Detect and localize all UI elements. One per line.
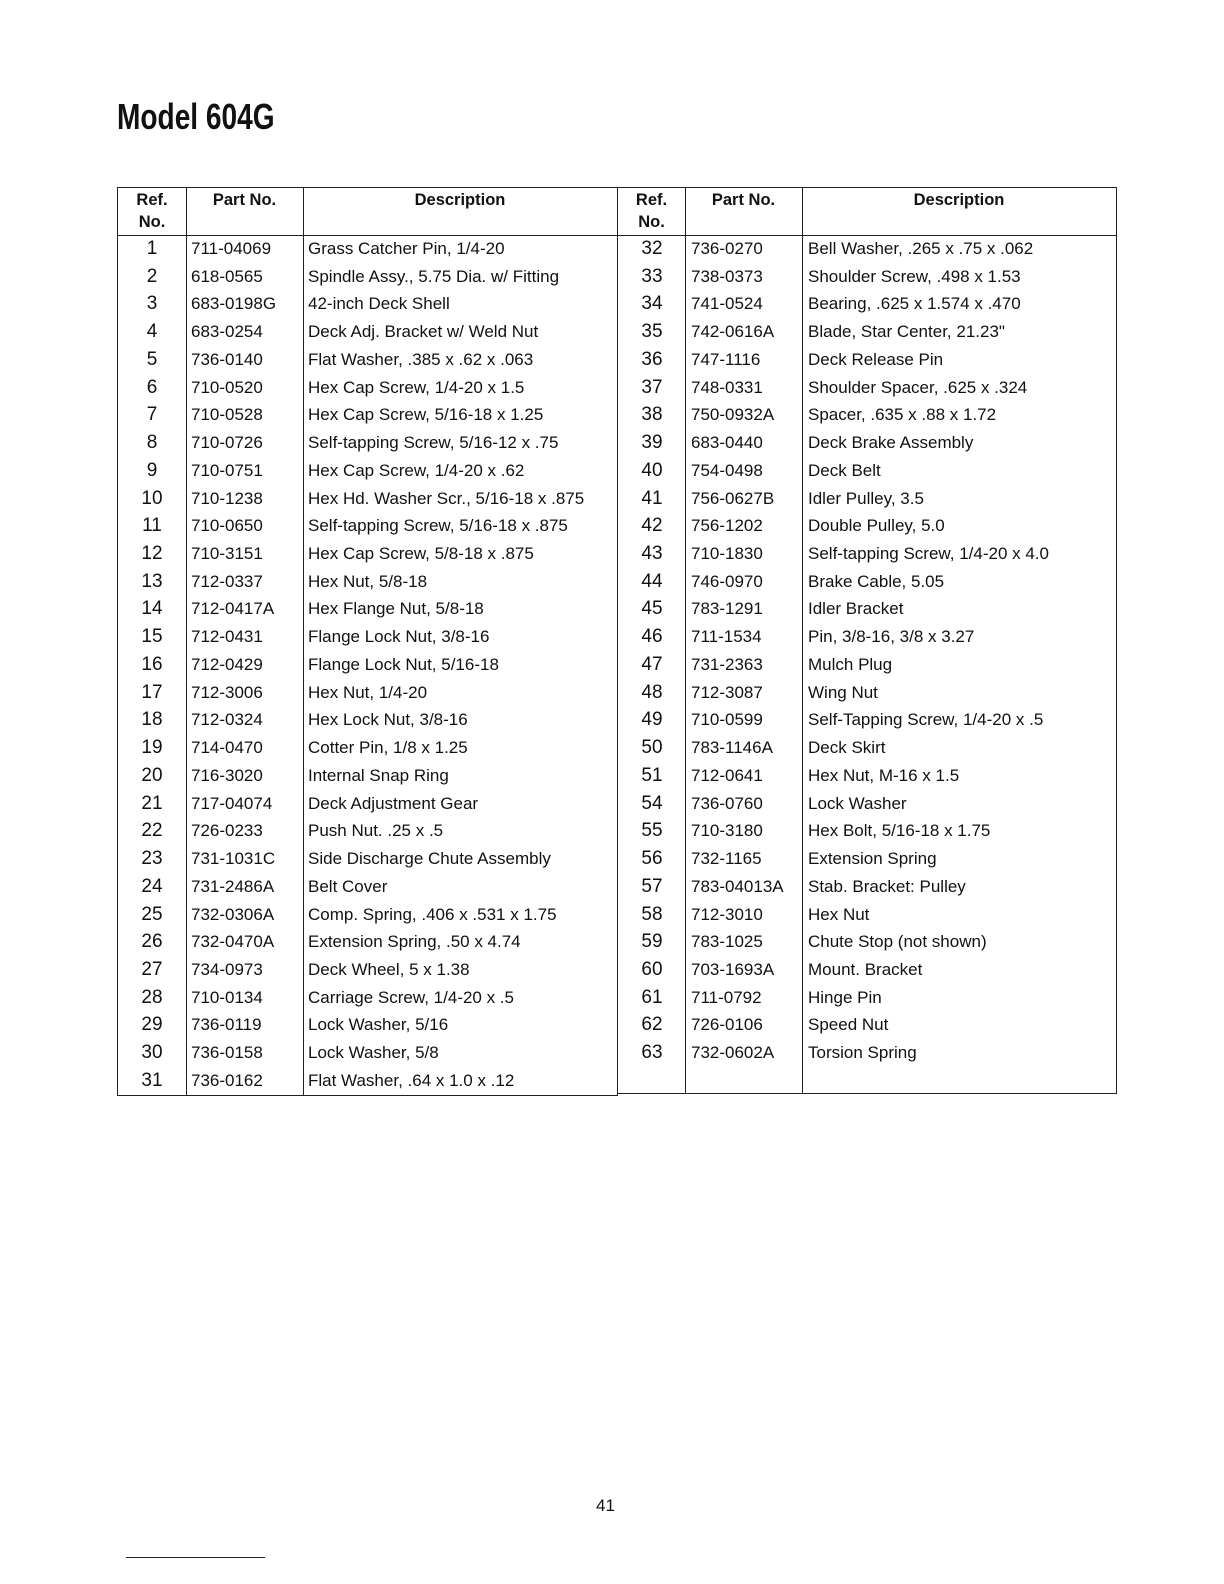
description: Deck Skirt bbox=[808, 738, 886, 758]
table-row bbox=[618, 457, 1116, 485]
part-no: 748-0331 bbox=[691, 377, 763, 397]
ref-no: 4 bbox=[146, 321, 158, 343]
part-no: 711-0792 bbox=[691, 987, 762, 1007]
ref-no: 9 bbox=[146, 459, 158, 481]
table-row bbox=[618, 263, 1116, 291]
ref-no: 5 bbox=[146, 348, 158, 370]
ref-no: 26 bbox=[141, 931, 163, 953]
description: Comp. Spring, .406 x .531 x 1.75 bbox=[308, 904, 557, 924]
header-ref-no bbox=[118, 189, 186, 233]
ref-no: 8 bbox=[146, 432, 158, 454]
table-row bbox=[618, 928, 1116, 956]
part-no: 683-0198G bbox=[191, 294, 277, 314]
description: Hex Flange Nut, 5/8-18 bbox=[308, 599, 484, 619]
part-no: 726-0106 bbox=[691, 1015, 763, 1035]
part-no: 712-0324 bbox=[191, 710, 263, 730]
description: Lock Washer, 5/8 bbox=[308, 1043, 439, 1063]
part-no: 747-1116 bbox=[691, 349, 761, 369]
parts-table-right bbox=[617, 187, 1117, 1094]
ref-no: 25 bbox=[141, 903, 163, 925]
table-row bbox=[618, 873, 1116, 901]
description: Flange Lock Nut, 5/16-18 bbox=[308, 654, 499, 674]
description: Self-tapping Screw, 5/16-12 x .75 bbox=[308, 433, 559, 453]
description: 42-inch Deck Shell bbox=[308, 294, 450, 314]
table-row bbox=[118, 1039, 617, 1067]
part-no: 712-3010 bbox=[691, 904, 763, 924]
description: Deck Release Pin bbox=[808, 349, 944, 369]
description: Hex Nut, 1/4-20 bbox=[308, 682, 428, 702]
ref-no: 58 bbox=[641, 903, 663, 925]
table-row bbox=[118, 790, 617, 818]
table-row bbox=[118, 901, 617, 929]
table-row bbox=[118, 1011, 617, 1039]
description: Deck Belt bbox=[808, 460, 881, 480]
header-no-label: No. bbox=[638, 213, 665, 231]
part-no: 711-1534 bbox=[691, 627, 762, 647]
part-no: 710-0751 bbox=[191, 460, 263, 480]
description: Mount. Bracket bbox=[808, 959, 923, 979]
part-no: 710-0599 bbox=[691, 710, 763, 730]
header-ref-label: Ref. bbox=[136, 191, 168, 209]
header-no-label: No. bbox=[138, 213, 166, 231]
part-no: 742-0616A bbox=[691, 322, 775, 342]
table-row bbox=[618, 429, 1116, 457]
ref-no: 47 bbox=[641, 653, 663, 675]
header-description: Description bbox=[913, 191, 1005, 209]
part-no: 710-1238 bbox=[191, 488, 263, 508]
table-row bbox=[618, 290, 1116, 318]
table-row bbox=[618, 595, 1116, 623]
ref-no: 60 bbox=[641, 958, 663, 980]
part-no: 683-0254 bbox=[191, 322, 263, 342]
description: Deck Brake Assembly bbox=[808, 433, 974, 453]
part-no: 683-0440 bbox=[691, 433, 763, 453]
page-title: Model 604G bbox=[117, 96, 275, 137]
description: Hex Cap Screw, 5/16-18 x 1.25 bbox=[308, 405, 544, 425]
part-no: 726-0233 bbox=[191, 821, 263, 841]
table-row bbox=[118, 873, 617, 901]
ref-no: 49 bbox=[641, 709, 663, 731]
description: Idler Pulley, 3.5 bbox=[808, 488, 924, 508]
table-row bbox=[118, 734, 617, 762]
ref-no: 51 bbox=[641, 764, 663, 786]
description: Hex Nut, M-16 x 1.5 bbox=[808, 765, 960, 785]
ref-no: 17 bbox=[141, 681, 163, 703]
description: Internal Snap Ring bbox=[308, 765, 449, 785]
ref-no: 6 bbox=[146, 376, 158, 398]
part-no: 736-0140 bbox=[191, 349, 263, 369]
description: Stab. Bracket: Pulley bbox=[808, 876, 966, 896]
part-no: 734-0973 bbox=[191, 959, 263, 979]
ref-no: 62 bbox=[641, 1014, 663, 1036]
ref-no: 7 bbox=[146, 404, 158, 426]
part-no: 732-1165 bbox=[691, 849, 762, 869]
ref-no: 29 bbox=[141, 1014, 163, 1036]
ref-no: 61 bbox=[641, 986, 663, 1008]
ref-no: 15 bbox=[141, 626, 163, 648]
description: Carriage Screw, 1/4-20 x .5 bbox=[308, 987, 514, 1007]
ref-no: 44 bbox=[641, 570, 663, 592]
description: Hinge Pin bbox=[808, 987, 882, 1007]
part-no: 731-1031C bbox=[191, 849, 276, 869]
description: Flat Washer, .64 x 1.0 x .12 bbox=[308, 1070, 515, 1090]
table-row bbox=[618, 540, 1116, 568]
table-row bbox=[118, 956, 617, 984]
part-no: 738-0373 bbox=[691, 266, 763, 286]
ref-no: 34 bbox=[641, 293, 663, 315]
part-no: 731-2363 bbox=[691, 654, 763, 674]
table-row bbox=[118, 512, 617, 540]
table-row bbox=[618, 512, 1116, 540]
ref-no: 28 bbox=[141, 986, 163, 1008]
table-row bbox=[118, 318, 617, 346]
description: Torsion Spring bbox=[808, 1043, 917, 1063]
part-no: 783-1291 bbox=[691, 599, 763, 619]
ref-no: 10 bbox=[141, 487, 163, 509]
table-row bbox=[618, 734, 1116, 762]
table-row bbox=[618, 956, 1116, 984]
part-no: 731-2486A bbox=[191, 876, 275, 896]
part-no: 711-04069 bbox=[191, 239, 272, 258]
part-no: 710-3180 bbox=[691, 821, 763, 841]
table-row bbox=[118, 346, 617, 374]
table-row bbox=[618, 346, 1116, 374]
part-no: 750-0932A bbox=[691, 405, 775, 425]
description: Spacer, .635 x .88 x 1.72 bbox=[808, 405, 997, 425]
table-row bbox=[118, 568, 617, 596]
ref-no: 30 bbox=[141, 1042, 163, 1064]
page-number: 41 bbox=[596, 1496, 615, 1515]
ref-no: 12 bbox=[141, 543, 163, 565]
header-part-no: Part No. bbox=[711, 191, 776, 209]
part-no: 714-0470 bbox=[191, 738, 263, 758]
part-no: 703-1693A bbox=[691, 959, 775, 979]
table-row bbox=[618, 1011, 1116, 1039]
table-row bbox=[118, 679, 617, 707]
description: Mulch Plug bbox=[808, 654, 893, 674]
description: Side Discharge Chute Assembly bbox=[308, 849, 551, 869]
part-no: 712-3087 bbox=[691, 682, 763, 702]
part-no: 736-0270 bbox=[691, 239, 763, 258]
ref-no: 45 bbox=[641, 598, 663, 620]
description: Deck Wheel, 5 x 1.38 bbox=[308, 959, 470, 979]
part-no: 710-0650 bbox=[191, 516, 263, 536]
ref-no: 2 bbox=[146, 265, 158, 287]
table-row bbox=[118, 263, 617, 291]
description: Hex Cap Screw, 5/8-18 x .875 bbox=[308, 544, 534, 564]
description: Brake Cable, 5.05 bbox=[808, 571, 945, 591]
table-row bbox=[118, 651, 617, 679]
table-row bbox=[118, 374, 617, 402]
description: Pin, 3/8-16, 3/8 x 3.27 bbox=[808, 627, 975, 647]
description: Lock Washer, 5/16 bbox=[308, 1015, 449, 1035]
part-no: 710-0520 bbox=[191, 377, 263, 397]
part-no: 732-0470A bbox=[191, 932, 275, 952]
description: Hex Cap Screw, 1/4-20 x .62 bbox=[308, 460, 525, 480]
description: Push Nut. .25 x .5 bbox=[308, 821, 444, 841]
table-row bbox=[618, 651, 1116, 679]
ref-no: 54 bbox=[641, 792, 663, 814]
ref-no: 59 bbox=[641, 931, 663, 953]
table-row bbox=[618, 401, 1116, 429]
ref-no: 14 bbox=[141, 598, 163, 620]
part-no: 712-0641 bbox=[691, 765, 763, 785]
ref-no: 48 bbox=[641, 681, 663, 703]
table-row bbox=[618, 235, 1116, 263]
ref-no: 19 bbox=[141, 737, 163, 759]
description: Extension Spring bbox=[808, 849, 937, 869]
table-row bbox=[118, 540, 617, 568]
ref-no: 23 bbox=[141, 848, 163, 870]
ref-no: 50 bbox=[641, 737, 663, 759]
part-no: 732-0306A bbox=[191, 904, 275, 924]
description: Lock Washer bbox=[808, 793, 907, 813]
part-no: 712-3006 bbox=[191, 682, 263, 702]
table-row bbox=[118, 817, 617, 845]
ref-no: 39 bbox=[641, 432, 663, 454]
ref-no: 32 bbox=[641, 238, 663, 259]
part-no: 741-0524 bbox=[691, 294, 763, 314]
description: Flange Lock Nut, 3/8-16 bbox=[308, 627, 490, 647]
part-no: 710-1830 bbox=[691, 544, 763, 564]
header-ref-label: Ref. bbox=[635, 191, 668, 209]
table-row bbox=[618, 1039, 1116, 1067]
part-no: 736-0760 bbox=[691, 793, 763, 813]
table-row bbox=[618, 901, 1116, 929]
description: Hex Bolt, 5/16-18 x 1.75 bbox=[808, 821, 991, 841]
ref-no: 16 bbox=[141, 653, 163, 675]
description: Hex Lock Nut, 3/8-16 bbox=[308, 710, 468, 730]
ref-no: 35 bbox=[641, 321, 663, 343]
ref-no: 11 bbox=[142, 515, 162, 537]
ref-no: 33 bbox=[641, 265, 663, 287]
table-row bbox=[618, 984, 1116, 1012]
table-row bbox=[118, 235, 617, 263]
description: Hex Nut bbox=[808, 904, 870, 924]
ref-no: 46 bbox=[641, 626, 663, 648]
ref-no: 40 bbox=[641, 459, 663, 481]
description: Spindle Assy., 5.75 Dia. w/ Fitting bbox=[308, 266, 560, 286]
part-no: 756-0627B bbox=[691, 488, 775, 508]
description: Deck Adjustment Gear bbox=[308, 793, 479, 813]
part-no: 756-1202 bbox=[691, 516, 763, 536]
description: Hex Hd. Washer Scr., 5/16-18 x .875 bbox=[308, 488, 585, 508]
ref-no: 13 bbox=[141, 570, 163, 592]
header-part-no: Part No. bbox=[212, 191, 277, 209]
table-row bbox=[618, 790, 1116, 818]
ref-no: 55 bbox=[641, 820, 663, 842]
table-row bbox=[618, 706, 1116, 734]
ref-no: 37 bbox=[641, 376, 663, 398]
table-row bbox=[118, 623, 617, 651]
description: Self-Tapping Screw, 1/4-20 x .5 bbox=[808, 710, 1044, 730]
part-no: 712-0429 bbox=[191, 654, 263, 674]
description: Self-tapping Screw, 1/4-20 x 4.0 bbox=[808, 544, 1049, 564]
table-row bbox=[618, 762, 1116, 790]
table-row bbox=[118, 984, 617, 1012]
table-row bbox=[118, 595, 617, 623]
part-no: 736-0119 bbox=[191, 1015, 262, 1035]
part-no: 783-1146A bbox=[691, 738, 773, 758]
part-no: 712-0431 bbox=[191, 627, 263, 647]
part-no: 710-0726 bbox=[191, 433, 263, 453]
part-no: 710-3151 bbox=[191, 544, 263, 564]
table-row bbox=[118, 429, 617, 457]
part-no: 712-0337 bbox=[191, 571, 263, 591]
description: Speed Nut bbox=[808, 1015, 889, 1035]
table-row bbox=[618, 817, 1116, 845]
table-row bbox=[118, 928, 617, 956]
ref-no: 43 bbox=[641, 543, 663, 565]
table-row bbox=[618, 845, 1116, 873]
part-no: 732-0602A bbox=[691, 1043, 775, 1063]
part-no: 712-0417A bbox=[191, 599, 275, 619]
footer-rule bbox=[126, 1557, 265, 1558]
ref-no: 31 bbox=[141, 1069, 163, 1091]
ref-no: 41 bbox=[641, 487, 663, 509]
description: Bearing, .625 x 1.574 x .470 bbox=[808, 294, 1021, 314]
description: Hex Nut, 5/8-18 bbox=[308, 571, 428, 591]
table-row bbox=[118, 401, 617, 429]
description: Wing Nut bbox=[808, 682, 878, 702]
description: Blade, Star Center, 21.23" bbox=[808, 322, 1005, 342]
description: Grass Catcher Pin, 1/4-20 bbox=[308, 239, 505, 258]
description: Bell Washer, .265 x .75 x .062 bbox=[808, 239, 1034, 258]
ref-no: 63 bbox=[641, 1042, 663, 1064]
ref-no: 1 bbox=[146, 238, 158, 259]
ref-no: 36 bbox=[641, 348, 663, 370]
part-no: 716-3020 bbox=[191, 765, 263, 785]
part-no: 618-0565 bbox=[191, 266, 263, 286]
description: Cotter Pin, 1/8 x 1.25 bbox=[308, 738, 468, 758]
table-row bbox=[118, 457, 617, 485]
part-no: 746-0970 bbox=[691, 571, 763, 591]
table-row bbox=[118, 1067, 617, 1095]
ref-no: 21 bbox=[141, 792, 163, 814]
table-row bbox=[618, 374, 1116, 402]
ref-no: 27 bbox=[141, 958, 163, 980]
ref-no: 24 bbox=[141, 875, 163, 897]
part-no: 710-0134 bbox=[191, 987, 263, 1007]
table-row bbox=[118, 845, 617, 873]
table-row bbox=[118, 290, 617, 318]
part-no: 754-0498 bbox=[691, 460, 763, 480]
part-no: 783-1025 bbox=[691, 932, 763, 952]
part-no: 710-0528 bbox=[191, 405, 263, 425]
description: Belt Cover bbox=[308, 876, 388, 896]
table-row bbox=[618, 485, 1116, 513]
ref-no: 57 bbox=[641, 875, 663, 897]
ref-no: 18 bbox=[141, 709, 163, 731]
description: Flat Washer, .385 x .62 x .063 bbox=[308, 349, 534, 369]
header-description: Description bbox=[414, 191, 506, 209]
description: Shoulder Screw, .498 x 1.53 bbox=[808, 266, 1021, 286]
table-row bbox=[118, 706, 617, 734]
description: Deck Adj. Bracket w/ Weld Nut bbox=[308, 322, 539, 342]
table-row bbox=[618, 623, 1116, 651]
part-no: 736-0162 bbox=[191, 1070, 263, 1090]
ref-no: 42 bbox=[641, 515, 663, 537]
ref-no: 22 bbox=[141, 820, 163, 842]
description: Shoulder Spacer, .625 x .324 bbox=[808, 377, 1028, 397]
ref-no: 20 bbox=[141, 764, 163, 786]
description: Idler Bracket bbox=[808, 599, 904, 619]
description: Extension Spring, .50 x 4.74 bbox=[308, 932, 521, 952]
table-row bbox=[618, 568, 1116, 596]
table-row bbox=[118, 762, 617, 790]
description: Chute Stop (not shown) bbox=[808, 932, 987, 952]
table-row bbox=[618, 318, 1116, 346]
description: Double Pulley, 5.0 bbox=[808, 516, 945, 536]
part-no: 783-04013A bbox=[691, 876, 784, 896]
ref-no: 38 bbox=[641, 404, 663, 426]
parts-table-left bbox=[117, 187, 618, 1096]
ref-no: 3 bbox=[146, 293, 158, 315]
part-no: 736-0158 bbox=[191, 1043, 263, 1063]
table-row bbox=[618, 679, 1116, 707]
header-ref-no bbox=[618, 189, 685, 233]
part-no: 717-04074 bbox=[191, 793, 273, 813]
description: Hex Cap Screw, 1/4-20 x 1.5 bbox=[308, 377, 525, 397]
table-row bbox=[118, 485, 617, 513]
description: Self-tapping Screw, 5/16-18 x .875 bbox=[308, 516, 568, 536]
ref-no: 56 bbox=[641, 848, 663, 870]
